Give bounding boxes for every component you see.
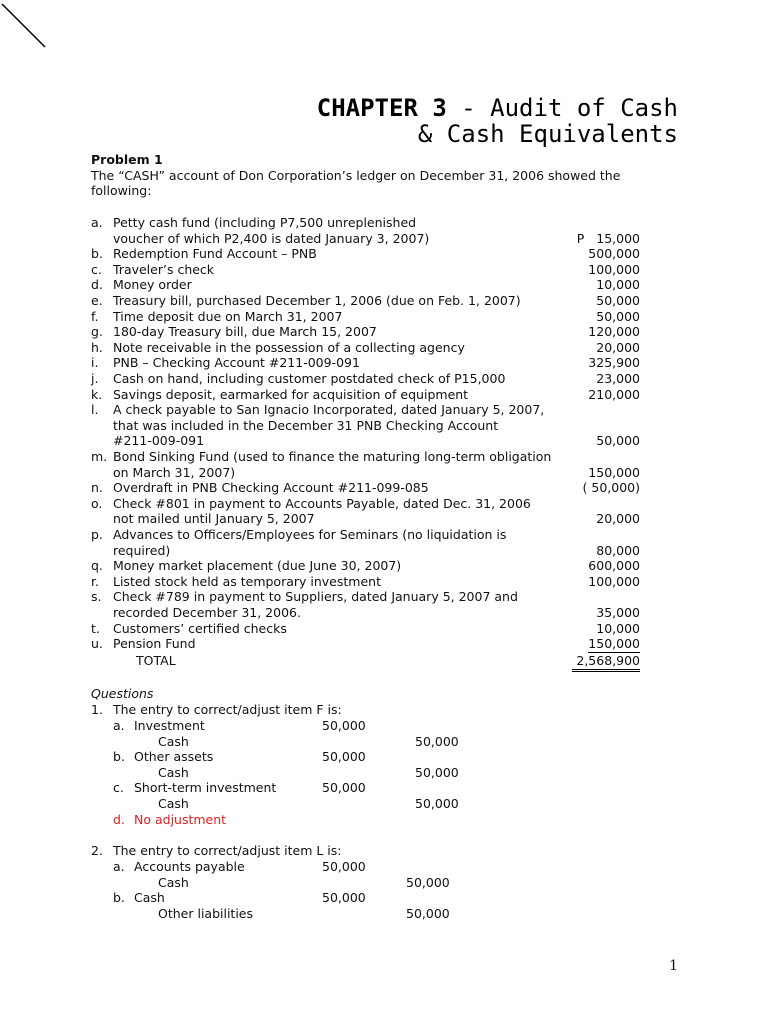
option-debit-amount: 50,000	[322, 749, 366, 765]
item-description-line: Advances to Officers/Employees for Seminars (no liquidation is	[113, 527, 507, 542]
item-letter: m.	[91, 449, 108, 464]
option-letter: b.	[113, 890, 125, 906]
item-letter: h.	[91, 339, 103, 355]
item-letter: r.	[91, 573, 99, 589]
item-description-line: Treasury bill, purchased December 1, 2006 (due on Feb. 1, 2007)	[113, 293, 521, 308]
item-letter: f.	[91, 308, 99, 324]
question-2-text: The entry to correct/adjust item L is:	[113, 843, 342, 858]
item-amount: 10,000	[596, 277, 640, 293]
option-debit-amount: 50,000	[322, 890, 366, 906]
option-letter: a.	[113, 859, 125, 874]
item-amount: 150,000	[588, 636, 640, 652]
option-credit-amount: 50,000	[415, 764, 459, 780]
item-description-line: not mailed until January 5, 2007	[113, 511, 315, 527]
option-debit-amount: 50,000	[322, 859, 366, 874]
item-amount: 50,000	[596, 433, 640, 449]
option-credit-account: Cash	[158, 733, 189, 749]
option-credit-amount: 50,000	[415, 733, 459, 749]
option-credit-account: Cash	[158, 764, 189, 780]
item-amount: 120,000	[588, 324, 640, 340]
option-debit-account: Investment	[134, 718, 205, 733]
item-letter: q.	[91, 558, 103, 574]
option-debit-account: Short-term investment	[134, 780, 277, 796]
item-letter: n.	[91, 480, 103, 496]
option-debit-amount: 50,000	[322, 718, 366, 733]
item-amount: P 15,000	[576, 230, 640, 246]
item-description-line: on March 31, 2007)	[113, 464, 236, 480]
option-letter: c.	[113, 780, 124, 796]
item-description-line: Listed stock held as temporary investment	[113, 573, 381, 589]
chapter-title-line2: & Cash Equivalents	[417, 120, 678, 148]
option-debit-account: Cash	[134, 890, 165, 906]
item-amount: 100,000	[588, 573, 640, 589]
item-amount: 150,000	[588, 464, 640, 480]
item-description-line: PNB – Checking Account #211-009-091	[113, 355, 360, 371]
item-description-line: Check #789 in payment to Suppliers, dated January 5, 2007 and	[113, 589, 518, 605]
question-1-text: The entry to correct/adjust item F is:	[113, 702, 342, 717]
item-description-line: that was included in the December 31 PNB Checking Account	[113, 417, 499, 433]
item-letter: u.	[91, 636, 103, 652]
item-letter: i.	[91, 355, 99, 371]
item-amount: 80,000	[596, 542, 640, 558]
option-debit-account: Accounts payable	[134, 859, 245, 874]
item-letter: p.	[91, 527, 103, 542]
item-description-line: #211-009-091	[113, 433, 205, 449]
question-1-answer-text: No adjustment	[134, 812, 227, 827]
item-amount: 500,000	[588, 246, 640, 262]
item-description-line: recorded December 31, 2006.	[113, 605, 301, 620]
item-amount: 325,900	[588, 355, 640, 371]
option-credit-account: Cash	[158, 796, 189, 811]
item-description-line: Petty cash fund (including P7,500 unreplenished	[113, 215, 417, 230]
item-letter: g.	[91, 324, 103, 340]
option-credit-account: Cash	[158, 874, 189, 890]
option-credit-account: Other liabilities	[158, 905, 254, 921]
item-description-line: Bond Sinking Fund (used to finance the maturing long-term obligation	[113, 449, 552, 464]
item-description-line: A check payable to San Ignacio Incorporated, dated January 5, 2007,	[113, 402, 545, 418]
item-amount: 20,000	[596, 339, 640, 355]
item-amount: 20,000	[596, 511, 640, 527]
option-letter: b.	[113, 749, 125, 765]
question-1-number: 1.	[91, 702, 103, 717]
option-credit-amount: 50,000	[415, 796, 459, 811]
item-letter: d.	[91, 277, 103, 293]
option-letter: a.	[113, 718, 125, 733]
questions-heading: Questions	[91, 686, 154, 701]
item-amount: 100,000	[588, 261, 640, 277]
page-number: 1	[669, 958, 678, 974]
item-description-line: required)	[113, 542, 171, 558]
item-description-line: Money market placement (due June 30, 2007)	[113, 558, 402, 574]
item-letter: o.	[91, 495, 103, 511]
item-description-line: Savings deposit, earmarked for acquisition of equipment	[113, 386, 469, 402]
chapter-title	[0, 95, 678, 121]
option-credit-amount: 50,000	[406, 874, 450, 890]
item-letter: l.	[91, 402, 99, 418]
item-description-line: Traveler’s check	[113, 261, 215, 277]
item-letter: t.	[91, 620, 100, 636]
chapter-label: CHAPTER 3	[316, 94, 447, 122]
item-letter: c.	[91, 261, 102, 277]
question-1-answer-letter: d.	[113, 812, 125, 827]
item-letter: k.	[91, 386, 103, 402]
item-amount: 10,000	[596, 620, 640, 636]
problem-heading: Problem 1	[91, 152, 163, 167]
item-amount: 600,000	[588, 558, 640, 574]
item-amount: 23,000	[596, 371, 640, 386]
problem-intro-line1: The “CASH” account of Don Corporation’s ledger on December 31, 2006 showed the	[91, 168, 621, 183]
chapter-dash: -	[446, 94, 491, 122]
total-label: TOTAL	[136, 653, 176, 668]
item-description-line: Pension Fund	[113, 636, 196, 652]
item-amount: 50,000	[596, 293, 640, 308]
chapter-title-line1: Audit of Cash	[490, 94, 678, 122]
item-amount: ( 50,000)	[582, 480, 640, 496]
option-debit-account: Other assets	[134, 749, 214, 765]
problem-intro-line2: following:	[91, 183, 152, 198]
item-description-line: 180-day Treasury bill, due March 15, 2007	[113, 324, 377, 340]
item-description-line: Customers’ certified checks	[113, 620, 287, 636]
item-description-line: Cash on hand, including customer postdated check of P15,000	[113, 371, 506, 386]
question-2-number: 2.	[91, 843, 103, 858]
item-description-line: Check #801 in payment to Accounts Payable, dated Dec. 31, 2006	[113, 495, 531, 511]
option-debit-amount: 50,000	[322, 780, 366, 796]
item-letter: b.	[91, 246, 103, 262]
corner-mark	[0, 0, 60, 60]
item-amount: 210,000	[588, 386, 640, 402]
item-description-line: Money order	[113, 277, 192, 293]
item-amount: 35,000	[596, 605, 640, 620]
item-description-line: Note receivable in the possession of a collecting agency	[113, 339, 465, 355]
item-letter: e.	[91, 293, 103, 308]
option-credit-amount: 50,000	[406, 905, 450, 921]
item-letter: a.	[91, 215, 103, 230]
item-letter: j.	[91, 371, 99, 386]
item-description-line: Redemption Fund Account – PNB	[113, 246, 317, 262]
item-amount: 50,000	[596, 308, 640, 324]
item-description-line: Time deposit due on March 31, 2007	[113, 308, 343, 324]
item-description-line: Overdraft in PNB Checking Account #211-099-085	[113, 480, 429, 496]
total-amount: 2,568,900	[572, 653, 640, 672]
item-letter: s.	[91, 589, 102, 605]
item-description-line: voucher of which P2,400 is dated January 3, 2007)	[113, 230, 430, 246]
